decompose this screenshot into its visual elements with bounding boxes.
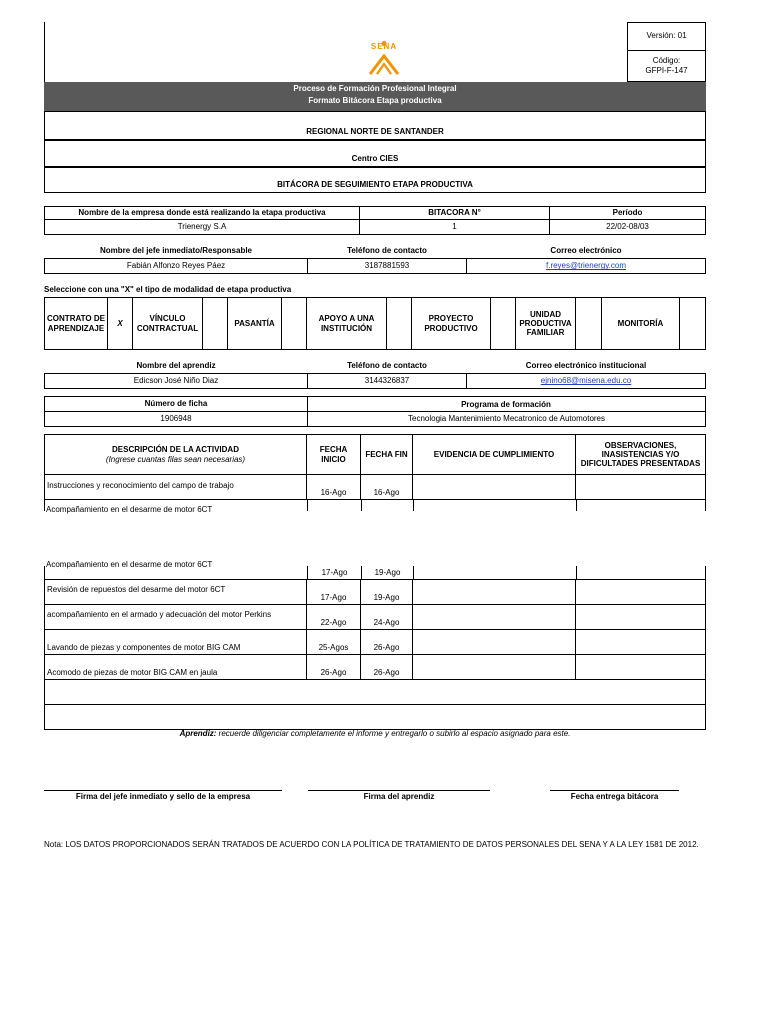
code-value: GFPI-F-147 — [645, 66, 688, 75]
modalidad-mark-monitoria[interactable] — [679, 297, 706, 350]
bitacora-header: BITACORA N° — [359, 206, 550, 220]
bitacora-title: BITÁCORA DE SEGUIMIENTO ETAPA PRODUCTIVA — [277, 180, 473, 190]
actividad-row3-inicio: 17-Ago — [306, 579, 361, 605]
actividad-row1-obs — [575, 474, 706, 500]
regional-row — [44, 111, 706, 140]
header-left-border — [44, 22, 45, 82]
ficha-value: 1906948 — [44, 411, 308, 427]
actividad-row3-obs — [575, 579, 706, 605]
reminder-text: recuerde diligenciar completamente el informe y entregarlo o subirlo al espacio asignado para este. — [216, 729, 571, 738]
actividad-row2-cut-top — [44, 560, 706, 580]
aprendiz-correo-header: Correo electrónico institucional — [525, 361, 647, 371]
modalidad-mark-apoyo[interactable] — [386, 297, 412, 350]
firma-jefe-line — [44, 790, 282, 791]
actividad-row6-obs — [575, 654, 706, 680]
process-bar — [44, 82, 706, 111]
sena-logo — [360, 40, 408, 76]
actividad-empty-row2[interactable] — [44, 704, 706, 730]
modalidad-opt-proyecto: PROYECTO PRODUCTIVO — [411, 297, 491, 350]
version-box — [627, 22, 706, 82]
firma-jefe-label: Firma del jefe inmediato y sello de la empresa — [75, 792, 251, 801]
actividad-row1-desc: Instrucciones y reconocimiento del campo de trabajo — [44, 474, 307, 500]
modalidad-opt-unidad: UNIDAD PRODUCTIVA FAMILIAR — [515, 297, 576, 350]
actividad-row3-desc: Revisión de repuestos del desarme del motor 6CT — [44, 579, 307, 605]
actividad-row6-inicio: 26-Ago — [306, 654, 361, 680]
modalidad-mark-proyecto[interactable] — [490, 297, 516, 350]
bitacora-title-row — [44, 167, 706, 193]
actividad-desc-sub: (Ingrese cuantas filas sean necesarias) — [105, 454, 246, 464]
code-label: Código: — [652, 56, 681, 65]
actividad-row2-partial-text: Acompañamiento en el desarme de motor 6CT — [46, 505, 213, 514]
jefe-nombre-value: Fabián Alfonzo Reyes Páez — [44, 258, 308, 274]
modalidad-mark-pasantia[interactable] — [281, 297, 307, 350]
nota-privacidad: Nota: LOS DATOS PROPORCIONADOS SERÁN TRATADOS DE ACUERDO CON LA POLÍTICA DE TRATAMIENTO DE DATOS PERSONALES DEL SENA Y A LA LEY 1581 DE 2012. — [44, 840, 699, 849]
aprendiz-telefono-header: Teléfono de contacto — [347, 361, 427, 371]
modalidad-opt-pasantia: PASANTÍA — [227, 297, 282, 350]
actividad-row6-desc: Acomodo de piezas de motor BIG CAM en jaula — [44, 654, 307, 680]
regional-label: REGIONAL NORTE DE SANTANDER — [306, 126, 444, 136]
actividad-row2-inicio: 17-Ago — [321, 568, 348, 577]
format-title: Formato Bitácora Etapa productiva — [308, 96, 442, 105]
observaciones-header: OBSERVACIONES, INASISTENCIAS Y/O DIFICULTADES PRESENTADAS — [575, 434, 706, 475]
jefe-telefono-value: 3187881593 — [307, 258, 467, 274]
jefe-correo-header: Correo electrónico — [550, 246, 622, 256]
actividad-row1-fin: 16-Ago — [360, 474, 413, 500]
actividad-row5-evidencia — [412, 629, 576, 655]
aprendiz-correo-link[interactable]: ejnino68@misena.edu.co — [540, 376, 632, 386]
modalidad-mark-contrato[interactable]: X — [107, 297, 133, 350]
actividad-row2-partial — [44, 499, 706, 514]
actividad-desc-title: DESCRIPCIÓN DE LA ACTIVIDAD — [112, 445, 239, 455]
ficha-header: Número de ficha — [44, 396, 308, 412]
centro-label: Centro CIES — [351, 153, 399, 163]
periodo-header: Período — [549, 206, 706, 220]
modalidad-opt-monitoria: MONITORÍA — [601, 297, 680, 350]
actividad-row5-fin: 26-Ago — [360, 629, 413, 655]
aprendiz-telefono-value: 3144326837 — [307, 373, 467, 389]
modalidad-prompt: Seleccione con una "X" el tipo de modalidad de etapa productiva — [44, 285, 292, 294]
jefe-header: Nombre del jefe inmediato/Responsable — [99, 246, 253, 256]
actividad-row4-evidencia — [412, 604, 576, 630]
aprendiz-correo-value — [466, 373, 706, 389]
modalidad-opt-vinculo: VÍNCULO CONTRACTUAL — [132, 297, 203, 350]
empresa-header: Nombre de la empresa donde está realizando la etapa productiva — [44, 206, 360, 220]
logo-text: SENA — [370, 42, 398, 51]
modalidad-opt-contrato: CONTRATO DE APRENDIZAJE — [44, 297, 108, 350]
actividad-desc-header — [44, 434, 307, 475]
aprendiz-reminder — [44, 729, 706, 741]
actividad-row6-fin: 26-Ago — [360, 654, 413, 680]
actividad-row1-inicio: 16-Ago — [306, 474, 361, 500]
actividad-row3-evidencia — [412, 579, 576, 605]
process-title: Proceso de Formación Profesional Integral — [293, 84, 457, 93]
actividad-row3-fin: 19-Ago — [360, 579, 413, 605]
actividad-row2-desc: Acompañamiento en el desarme de motor 6CT — [46, 560, 213, 569]
programa-value: Tecnologia Mantenimiento Mecatronico de Automotores — [307, 411, 706, 427]
reminder-bold: Aprendiz: — [179, 729, 217, 738]
actividad-row5-inicio: 25-Agos — [306, 629, 361, 655]
actividad-row2-fin: 19-Ago — [374, 568, 401, 577]
modalidad-mark-unidad[interactable] — [575, 297, 602, 350]
evidencia-header: EVIDENCIA DE CUMPLIMIENTO — [412, 434, 576, 475]
actividad-row1-evidencia — [412, 474, 576, 500]
version-label: Versión: 01 — [646, 31, 687, 40]
bitacora-value: 1 — [359, 219, 550, 235]
fecha-inicio-header: FECHA INICIO — [306, 434, 361, 475]
modalidad-opt-apoyo: APOYO A UNA INSTITUCIÓN — [306, 297, 387, 350]
jefe-correo-link[interactable]: f.reyes@trienergy.com — [546, 261, 626, 271]
jefe-telefono-header: Teléfono de contacto — [347, 246, 427, 256]
actividad-row4-fin: 24-Ago — [360, 604, 413, 630]
fecha-entrega-label: Fecha entrega bitácora — [570, 792, 659, 801]
modalidad-mark-vinculo[interactable] — [202, 297, 228, 350]
actividad-empty-row1[interactable] — [44, 679, 706, 705]
actividad-row4-obs — [575, 604, 706, 630]
aprendiz-header: Nombre del aprendiz — [136, 361, 216, 371]
centro-row — [44, 140, 706, 167]
actividad-row4-inicio: 22-Ago — [306, 604, 361, 630]
periodo-value: 22/02-08/03 — [549, 219, 706, 235]
programa-header: Programa de formación — [307, 396, 706, 412]
actividad-row5-obs — [575, 629, 706, 655]
actividad-row5-desc: Lavando de piezas y componentes de motor BIG CAM — [44, 629, 307, 655]
actividad-row4-desc: acompañamiento en el armado y adecuación del motor Perkins — [44, 604, 307, 630]
jefe-correo-value — [466, 258, 706, 274]
fecha-entrega-line — [550, 790, 679, 791]
fecha-fin-header: FECHA FIN — [360, 434, 413, 475]
empresa-value: Trienergy S.A — [44, 219, 360, 235]
firma-aprendiz-label: Firma del aprendiz — [363, 792, 435, 801]
actividad-row6-evidencia — [412, 654, 576, 680]
firma-aprendiz-line — [308, 790, 490, 791]
aprendiz-nombre-value: Edicson José Niño Diaz — [44, 373, 308, 389]
